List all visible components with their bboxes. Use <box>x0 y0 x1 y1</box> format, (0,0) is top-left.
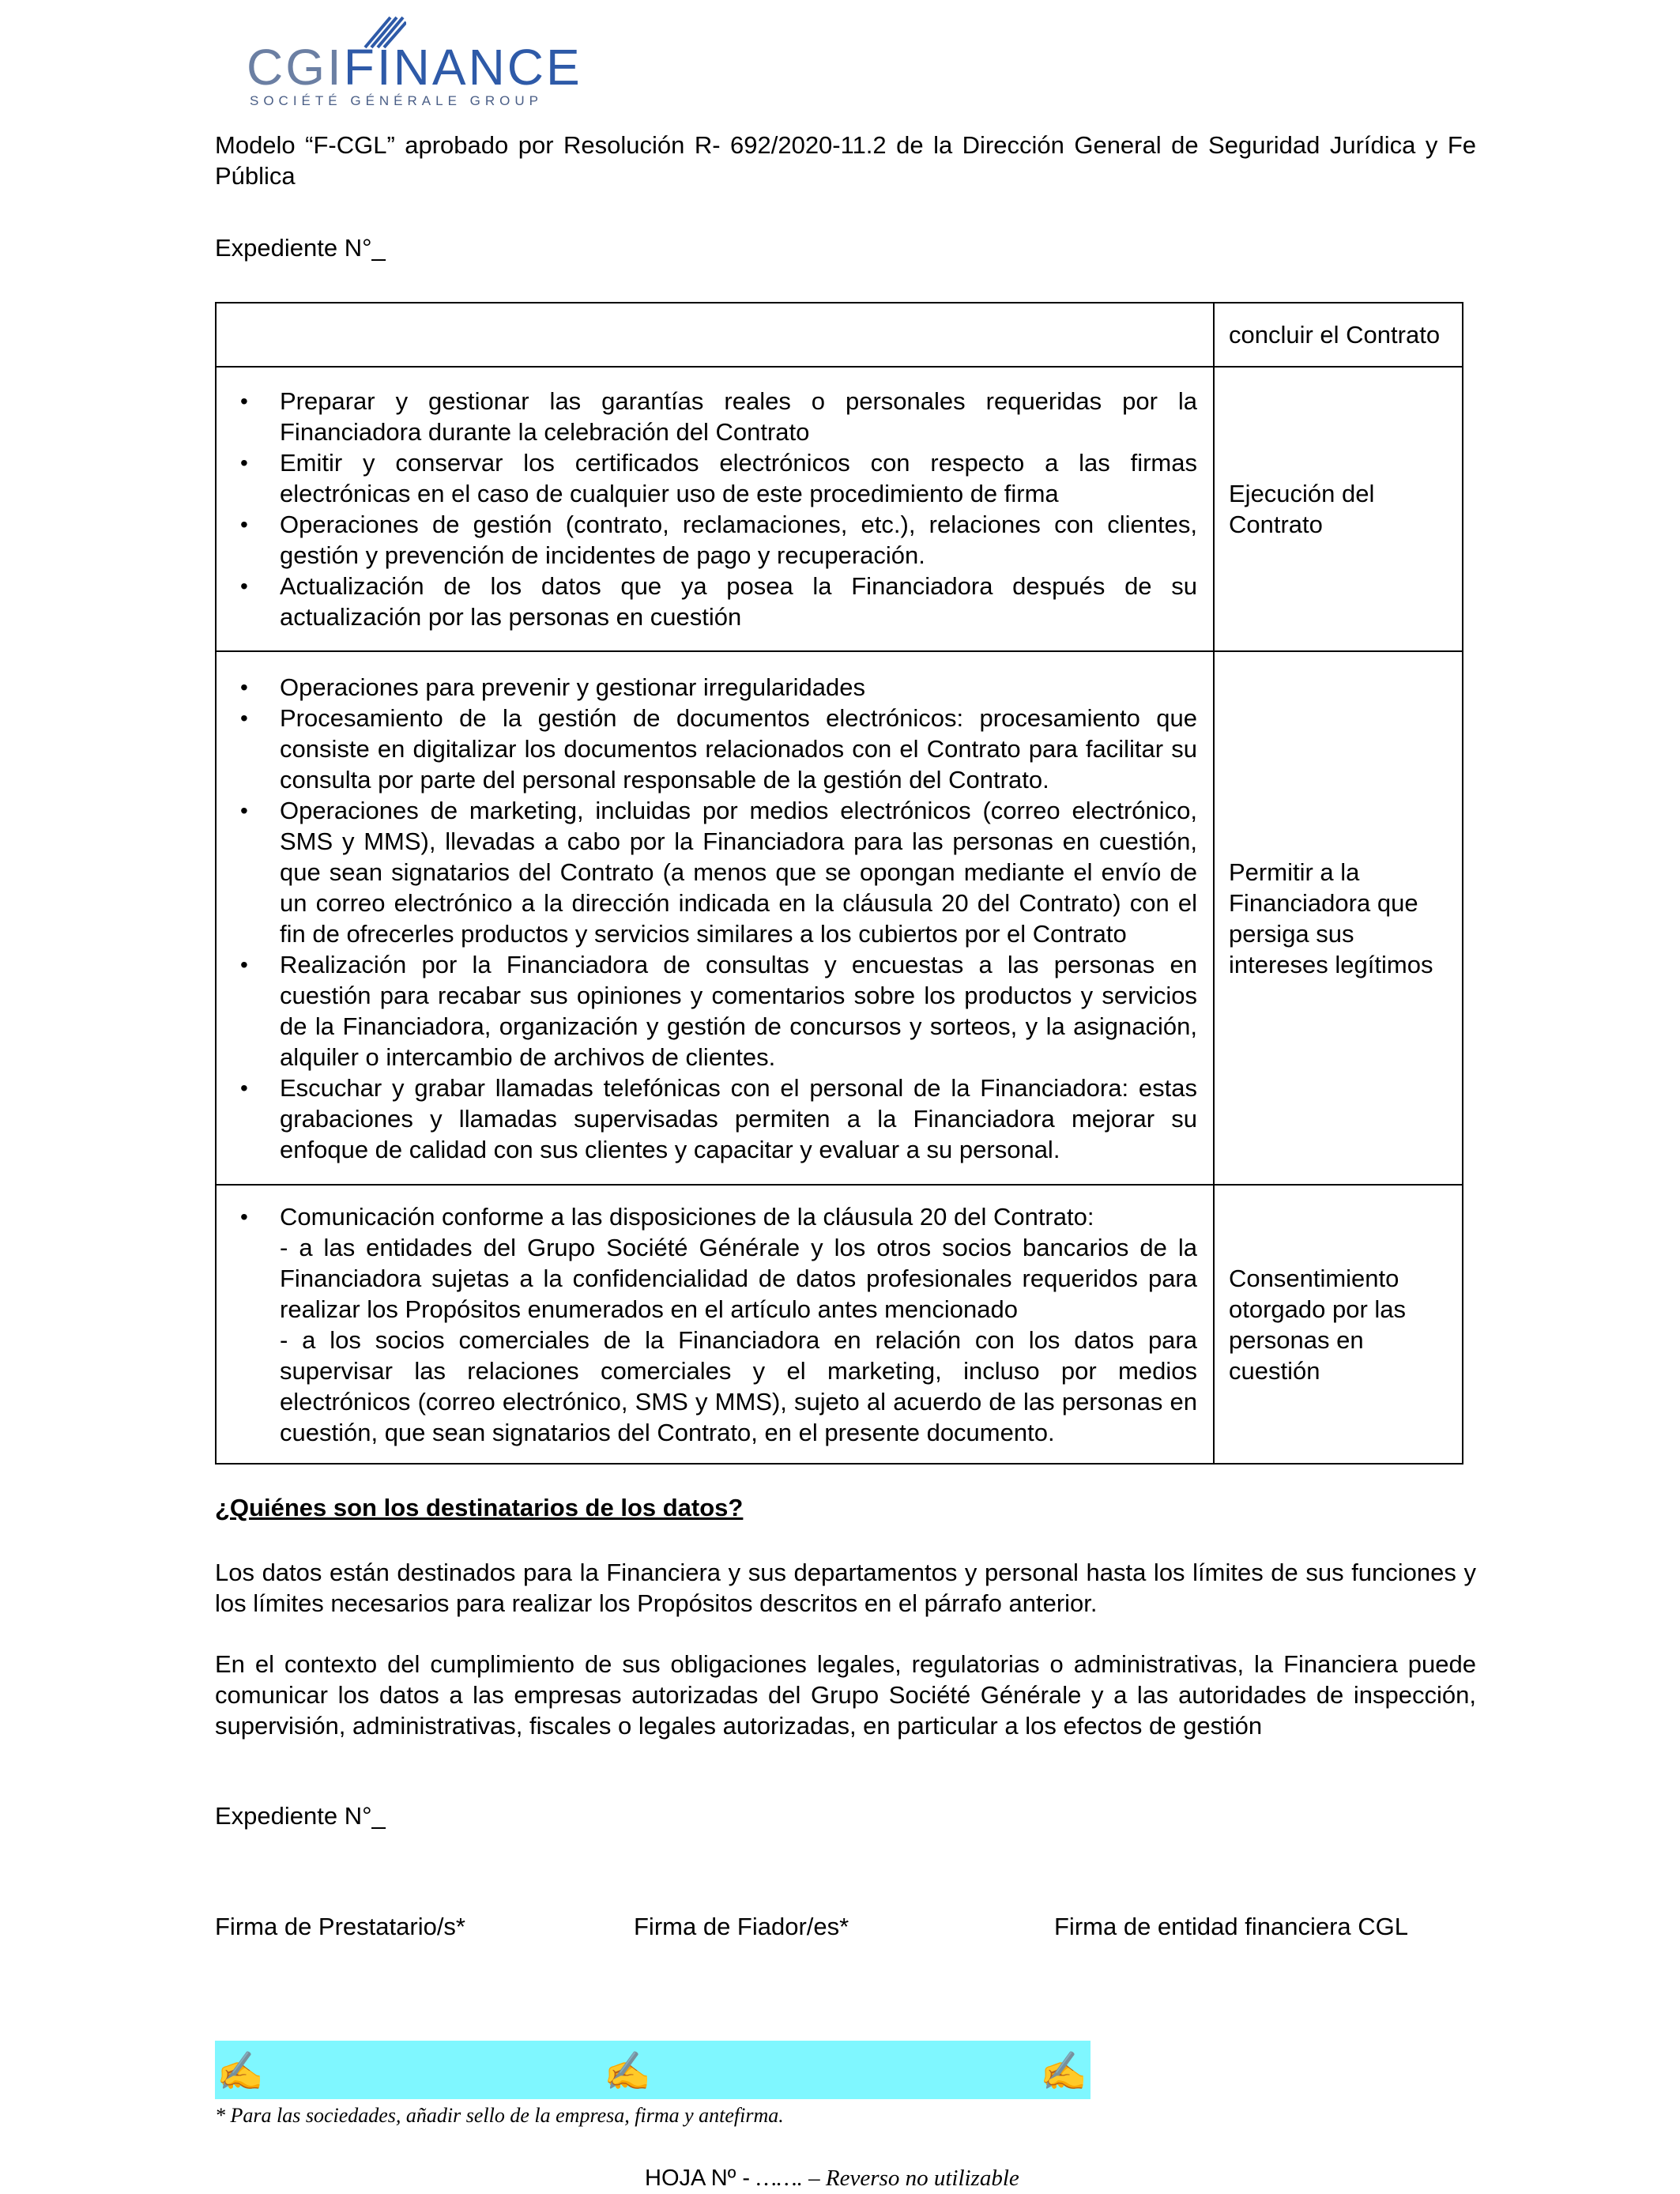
list-item: • Operaciones de gestión (contrato, reclamaciones, etc.), relaciones con clientes, gestión y prevención de incidentes de pago y recuperación. <box>280 509 1197 571</box>
list-item: • Preparar y gestionar las garantías reales o personales requeridas por la Financiadora durante la celebración del Contrato <box>280 386 1197 447</box>
purposes-cell <box>216 1185 1214 1464</box>
signature-pen-icon: ✍ <box>604 2051 651 2093</box>
purpose-basis-cell <box>1214 303 1463 367</box>
purpose-basis-cell <box>1214 367 1463 651</box>
purposes-table <box>215 302 1463 1465</box>
table-row <box>216 367 1463 651</box>
list-item: • Actualización de los datos que ya posea la Financiadora después de su actualización por las personas en cuestión <box>280 571 1197 632</box>
expediente-footer: Expediente N°_ <box>215 1802 386 1830</box>
purpose-basis-cell <box>1214 651 1463 1185</box>
list-item <box>280 1201 1197 1448</box>
companies-note: * Para las sociedades, añadir sello de la empresa, firma y antefirma. <box>215 2104 784 2127</box>
list-item: • Operaciones de marketing, incluidas por medios electrónicos (correo electrónico, SMS y MMS), llevadas a cabo por la Financiadora para las personas en cuestión, que sean signatarios del Contrato (a menos que se opongan mediante el envío de un correo electrónico a la dirección indicada en la cláusula 20 del Contrato) con el fin de ofrecerles productos y servicios similares a los cubiertos por el Contrato <box>280 795 1197 949</box>
table-row <box>216 1185 1463 1464</box>
logo-wordmark <box>247 38 582 96</box>
logo-finance: FINANCE <box>343 39 582 96</box>
logo-cgi: CGI <box>247 39 344 96</box>
list-item: • Procesamiento de la gestión de documentos electrónicos: procesamiento que consiste en digitalizar los documentos relacionados con el Contrato para facilitar su consulta por parte del personal responsable de la gestión del Contrato. <box>280 703 1197 795</box>
signature-pen-icon: ✍ <box>217 2051 264 2093</box>
entity-signature-label: Firma de entidad financiera CGL <box>1054 1913 1409 1940</box>
page-label: HOJA Nº - <box>645 2166 757 2191</box>
purposes-cell <box>216 367 1214 651</box>
model-approval-line: Modelo “F-CGL” aprobado por Resolución R- 692/2020-11.2 de la Dirección General de Seguridad Jurídica y Fe Pública <box>215 131 1476 190</box>
table-row <box>216 651 1463 1185</box>
list-item-text: Comunicación conforme a las disposiciones de la cláusula 20 del Contrato: <box>280 1202 1094 1231</box>
purposes-list <box>280 672 1197 1165</box>
guarantor-signature-label: Firma de Fiador/es* <box>634 1913 849 1940</box>
expediente-header: Expediente N°_ <box>215 234 386 262</box>
table-row <box>216 303 1463 367</box>
purposes-cell <box>216 651 1214 1185</box>
purposes-list <box>280 1201 1197 1448</box>
reverse-note: ……. – Reverso no utilizable <box>756 2166 1019 2191</box>
logo-subtitle: SOCIÉTÉ GÉNÉRALE GROUP <box>250 93 543 108</box>
signature-pen-icon: ✍ <box>1040 2051 1087 2093</box>
sub-item: - a los socios comerciales de la Financiadora en relación con los datos para supervisar las relaciones comerciales y el marketing, incluso por medios electrónicos (correo electrónico, SMS y MMS), sujeto al acuerdo de las personas en cuestión, que sean signatarios del Contrato, en el presente documento. <box>280 1325 1197 1446</box>
purpose-basis-text: Consentimiento otorgado por las personas en cuestión <box>1229 1264 1407 1385</box>
company-logo <box>247 11 582 108</box>
purpose-basis-text: Ejecución del Contrato <box>1229 480 1375 538</box>
purpose-basis-text: Permitir a la Financiadora que persiga sus intereses legítimos <box>1229 858 1433 978</box>
signature-area[interactable] <box>215 2041 1090 2099</box>
purposes-list <box>280 386 1197 632</box>
sub-item: - a las entidades del Grupo Société Générale y los otros socios bancarios de la Financiadora sujetas a la confidencialidad de datos profesionales requeridos para realizar los Propósitos enumerados en el artículo antes mencionado <box>280 1233 1197 1323</box>
purposes-cell <box>216 303 1214 367</box>
recipients-heading: ¿Quiénes son los destinatarios de los datos? <box>215 1494 744 1521</box>
list-item: • Emitir y conservar los certificados electrónicos con respecto a las firmas electrónicas en el caso de cualquier uso de este procedimiento de firma <box>280 447 1197 509</box>
recipients-paragraph-1: Los datos están destinados para la Financiera y sus departamentos y personal hasta los límites de sus funciones y los límites necesarios para realizar los Propósitos descritos en el párrafo anterior. <box>215 1559 1476 1617</box>
purpose-basis-cell <box>1214 1185 1463 1464</box>
list-item: • Operaciones para prevenir y gestionar irregularidades <box>280 672 1197 703</box>
purpose-basis-text: concluir el Contrato <box>1229 321 1441 349</box>
borrower-signature-label: Firma de Prestatario/s* <box>215 1913 465 1940</box>
page-number-line <box>645 2166 1019 2192</box>
list-item: • Realización por la Financiadora de consultas y encuestas a las personas en cuestión para recabar sus opiniones y comentarios sobre los productos y servicios de la Financiadora, organización y gestión de concursos y sorteos, y la asignación, alquiler o intercambio de archivos de clientes. <box>280 949 1197 1072</box>
list-item: • Escuchar y grabar llamadas telefónicas con el personal de la Financiadora: estas grabaciones y llamadas supervisadas permiten a la Financiadora mejorar su enfoque de calidad con sus clientes y capacitar y evaluar a su personal. <box>280 1072 1197 1165</box>
recipients-paragraph-2: En el contexto del cumplimiento de sus obligaciones legales, regulatorias o administrativas, la Financiera puede comunicar los datos a las empresas autorizadas del Grupo Société Générale y a las autoridades de inspección, supervisión, administrativas, fiscales o legales autorizadas, en particular a los efectos de gestión <box>215 1650 1476 1740</box>
